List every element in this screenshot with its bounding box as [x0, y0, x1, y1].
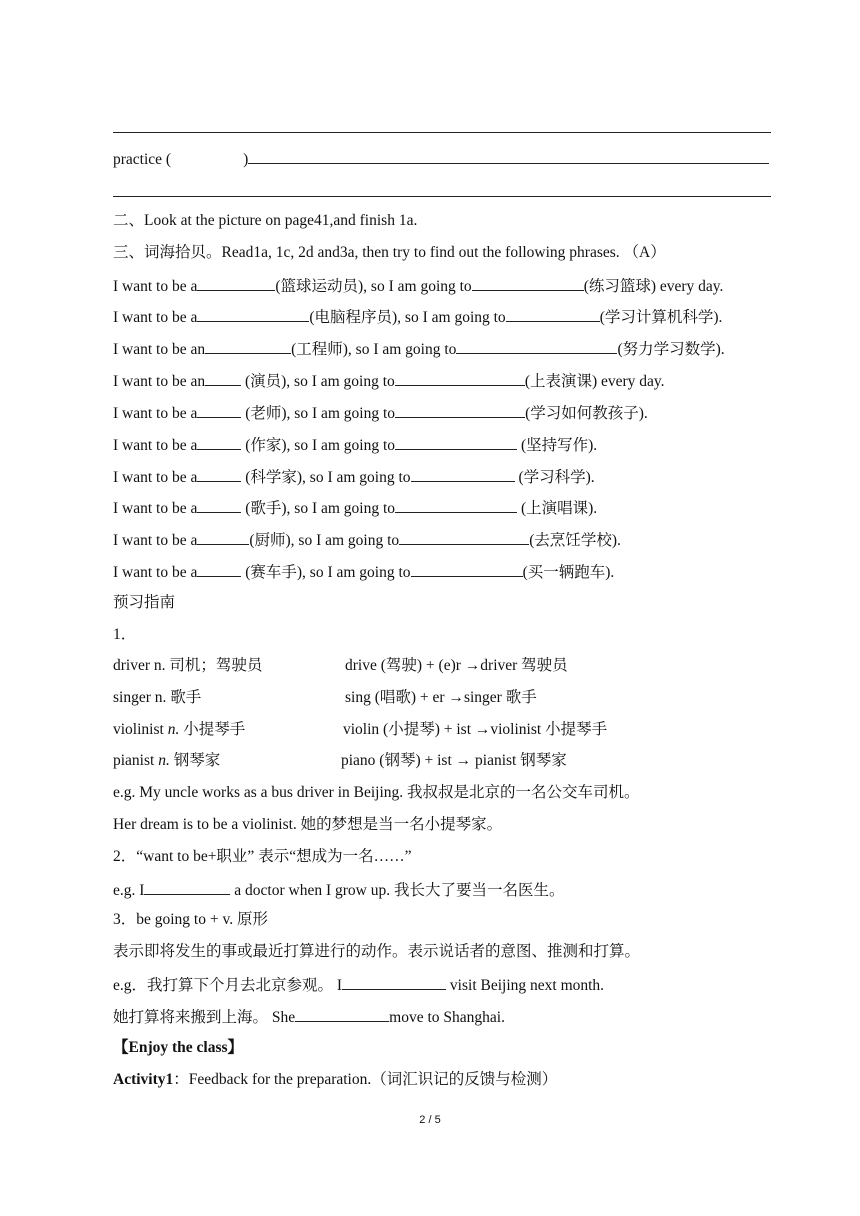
blank[interactable] [295, 1006, 389, 1022]
word-derivation: sing (唱歌) + er →singer 歌手 [345, 689, 537, 706]
page-number: 2 / 5 [419, 1114, 441, 1126]
phrase-line: I want to be a (赛车手), so I am going to (买一辆跑车). [113, 561, 614, 583]
section-three: 三、词海拾贝。Read1a, 1c, 2d and3a, then try to find out the following phrases. （A） [113, 244, 666, 261]
blank[interactable] [197, 466, 241, 482]
answer-line-2 [113, 196, 771, 197]
word-row [113, 688, 201, 708]
guide-title: 预习指南 [113, 594, 176, 611]
blank[interactable] [456, 338, 617, 354]
blank[interactable] [395, 370, 525, 386]
item-one-number: 1． [113, 626, 137, 643]
blank[interactable] [395, 434, 517, 450]
phrase-line: I want to be a (厨师), so I am going to (去烹饪学校). [113, 529, 621, 551]
blank[interactable] [342, 974, 446, 990]
word-derivation: piano (钢琴) + ist → pianist 钢琴家 [341, 752, 567, 769]
example-sentence: e.g. My uncle works as a bus driver in Beijing. 我叔叔是北京的一名公交车司机。 [113, 784, 640, 801]
blank[interactable] [197, 561, 241, 577]
answer-line-1 [113, 132, 771, 133]
example-fill-line: e.g. I a doctor when I grow up. 我长大了要当一名医生。 [113, 879, 565, 901]
blank[interactable] [197, 529, 249, 545]
phrase-line: I want to be an (工程师), so I am going to (努力学习数学). [113, 338, 725, 360]
blank[interactable] [411, 466, 515, 482]
phrase-line: I want to be a (电脑程序员), so I am going to (学习计算机科学). [113, 306, 722, 328]
blank[interactable] [197, 275, 275, 291]
blank[interactable] [197, 434, 241, 450]
item-three-description: 表示即将发生的事或最近打算进行的动作。表示说话者的意图、推测和打算。 [113, 943, 641, 960]
practice-answer-blank[interactable] [248, 148, 769, 164]
word-definition: driver n. 司机；驾驶员 [113, 657, 263, 674]
practice-paren-blank[interactable] [171, 149, 243, 164]
phrase-line: I want to be a (篮球运动员), so I am going to (练习篮球) every day. [113, 275, 723, 297]
word-row [113, 656, 262, 676]
blank[interactable] [144, 879, 230, 895]
item-two: 2．“want to be+职业” 表示“想成为一名……” [113, 848, 412, 865]
activity-text: ：Feedback for the preparation.（词汇识记的反馈与检测） [173, 1071, 558, 1088]
word-definition: singer n. 歌手 [113, 689, 202, 706]
activity-label: Activity1 [113, 1071, 174, 1088]
blank[interactable] [395, 497, 517, 513]
practice-close: ) [243, 151, 249, 168]
item-three: 3．be going to + v. 原形 [113, 911, 268, 928]
blank[interactable] [472, 275, 584, 291]
blank[interactable] [395, 402, 525, 418]
word-row: pianist n. 钢琴家 [113, 752, 221, 769]
word-row: violinist n. 小提琴手 [113, 721, 246, 738]
phrase-line: I want to be a (歌手), so I am going to (上演唱课). [113, 497, 597, 519]
section-two: 二、Look at the picture on page41,and finish 1a. [113, 212, 418, 229]
phrase-line: I want to be a (老师), so I am going to (学习如何教孩子). [113, 402, 648, 424]
blank[interactable] [205, 370, 241, 386]
practice-label: practice ( [113, 151, 172, 168]
blank[interactable] [399, 529, 529, 545]
blank[interactable] [197, 497, 241, 513]
example-sentence: Her dream is to be a violinist. 她的梦想是当一名小提琴家。 [113, 816, 503, 833]
phrase-line: I want to be an (演员), so I am going to (上表演课) every day. [113, 370, 665, 392]
word-derivation: violin (小提琴) + ist →violinist 小提琴手 [343, 721, 608, 738]
blank[interactable] [506, 306, 600, 322]
word-derivation: drive (驾驶) + (e)r →driver 驾驶员 [345, 657, 568, 674]
activity-line [113, 1070, 557, 1090]
blank[interactable] [197, 402, 241, 418]
example-fill-line: e.g．我打算下个月去北京参观。 I visit Beijing next month. [113, 974, 604, 996]
blank[interactable] [205, 338, 291, 354]
phrase-line: I want to be a (作家), so I am going to (坚持写作). [113, 434, 597, 456]
practice-line [113, 148, 769, 170]
blank[interactable] [411, 561, 523, 577]
example-fill-line: 她打算将来搬到上海。 She move to Shanghai. [113, 1006, 505, 1028]
blank[interactable] [197, 306, 309, 322]
phrase-line: I want to be a (科学家), so I am going to (学习科学). [113, 466, 595, 488]
enjoy-heading: 【Enjoy the class】 [113, 1039, 244, 1056]
